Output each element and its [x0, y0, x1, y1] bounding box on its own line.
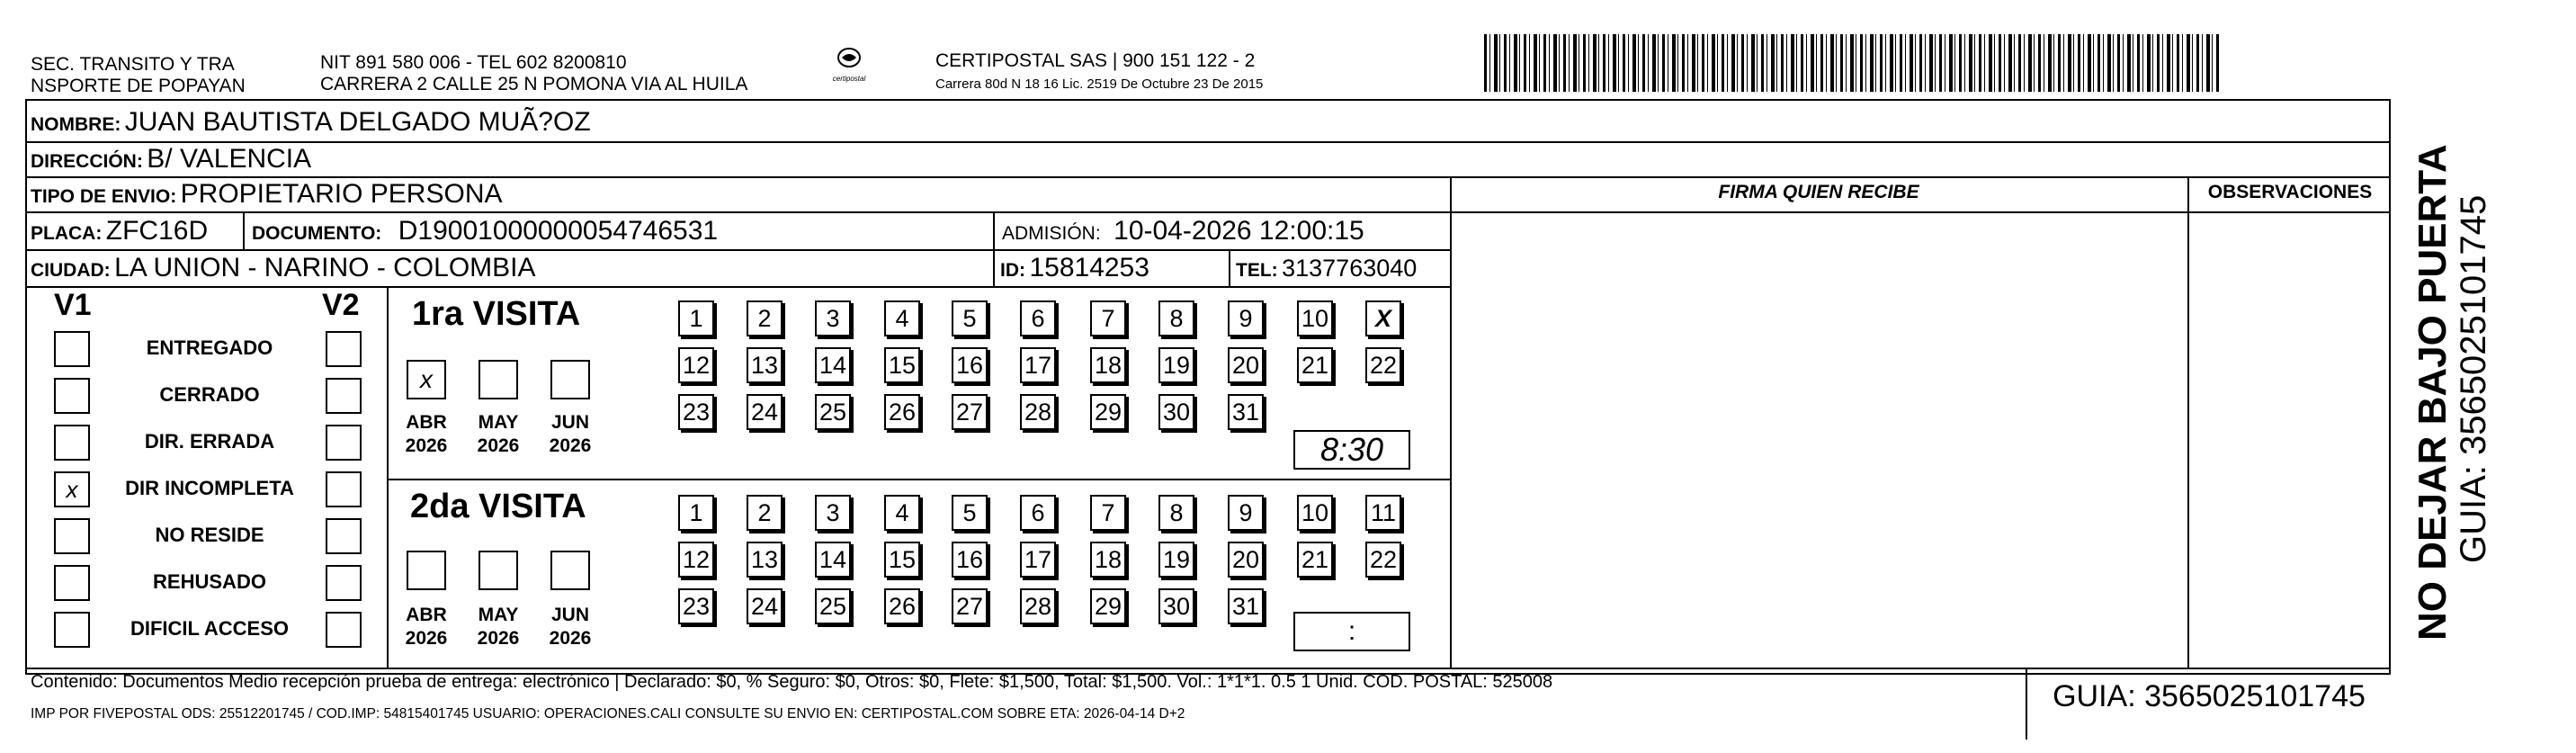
visit1-day-box[interactable]: 16	[952, 347, 988, 383]
documento-label: DOCUMENTO:	[252, 223, 382, 244]
visit1-day-box[interactable]: X	[1365, 300, 1401, 336]
status-option-label: DIR INCOMPLETA	[125, 477, 294, 499]
sender-org-line2: NSPORTE DE POPAYAN	[31, 76, 246, 96]
visit1-day-box[interactable]: 26	[884, 394, 920, 430]
visit2-year-label: 2026	[405, 628, 448, 649]
tipo-envio-row	[31, 179, 503, 214]
v2-checkbox[interactable]	[326, 612, 362, 648]
visit2-day-box[interactable]: 17	[1020, 542, 1056, 578]
visit2-day-box[interactable]: 2	[747, 495, 783, 531]
visit1-day-box[interactable]: 17	[1020, 347, 1056, 383]
visit1-month-box[interactable]	[479, 360, 518, 399]
tel-label: TEL:	[1236, 260, 1278, 281]
visit1-day-box[interactable]: 27	[952, 394, 988, 430]
barcode	[1484, 34, 2222, 92]
v2-checkbox[interactable]	[326, 378, 362, 414]
visit2-day-box[interactable]: 28	[1020, 588, 1056, 624]
visit1-month-label: MAY	[478, 412, 519, 433]
visit1-year-label: 2026	[405, 435, 448, 456]
visit1-day-box[interactable]: 20	[1228, 347, 1264, 383]
v2-checkbox[interactable]	[326, 331, 362, 367]
visit2-day-box[interactable]: 18	[1090, 542, 1126, 578]
visit1-day-box[interactable]: 3	[815, 300, 851, 336]
v2-checkbox[interactable]	[326, 425, 362, 461]
direccion-label: DIRECCIÓN:	[31, 151, 143, 172]
id-label: ID:	[1000, 260, 1025, 281]
carrier-info	[935, 50, 1263, 94]
visit2-month-box[interactable]	[407, 551, 446, 590]
sender-org-line1: SEC. TRANSITO Y TRA	[31, 54, 235, 75]
v1-checkbox[interactable]	[54, 378, 90, 414]
visit2-day-box[interactable]: 19	[1158, 542, 1194, 578]
firma-header: FIRMA QUIEN RECIBE	[1718, 182, 1919, 202]
tipo-envio-label: TIPO DE ENVIO:	[31, 186, 177, 207]
placa-label: PLACA:	[31, 223, 103, 244]
visit2-day-box[interactable]: 16	[952, 542, 988, 578]
visit2-month-label: JUN	[550, 605, 589, 625]
sender-org	[31, 54, 246, 97]
sender-contact	[320, 52, 747, 95]
status-option-label: CERRADO	[159, 383, 260, 406]
visit2-day-box[interactable]: 3	[815, 495, 851, 531]
v1-checkbox[interactable]	[54, 518, 90, 554]
v1-checkbox[interactable]: x	[54, 471, 90, 507]
side-guia: GUIA: 3565025101745	[2454, 194, 2493, 563]
visit1-day-box[interactable]: 25	[815, 394, 851, 430]
visit1-day-box[interactable]: 30	[1158, 394, 1194, 430]
observaciones-header: OBSERVACIONES	[2207, 182, 2373, 202]
nombre-value: JUAN BAUTISTA DELGADO MUÃ?OZ	[124, 107, 591, 137]
status-option-label: REHUSADO	[153, 570, 266, 593]
status-option-label: DIR. ERRADA	[144, 430, 275, 453]
visit2-day-box[interactable]: 13	[747, 542, 783, 578]
visit1-month-label: ABR	[406, 412, 447, 433]
visit1-day-box[interactable]: 14	[815, 347, 851, 383]
visit1-day-box[interactable]: 18	[1090, 347, 1126, 383]
visit1-day-box[interactable]: 2	[747, 300, 783, 336]
visit1-year-label: 2026	[477, 435, 520, 456]
v1-header: V1	[54, 288, 92, 322]
visit1-day-box[interactable]: 22	[1365, 347, 1401, 383]
visit2-year-label: 2026	[477, 628, 520, 649]
id-value: 15814253	[1029, 253, 1149, 282]
visit2-time-field[interactable]: :	[1293, 612, 1410, 651]
tel-field	[1236, 253, 1417, 288]
visit2-month-box[interactable]	[479, 551, 518, 590]
footer-guia: GUIA: 3565025101745	[2053, 679, 2366, 713]
visit1-day-box[interactable]: 7	[1090, 300, 1126, 336]
tipo-envio-value: PROPIETARIO PERSONA	[180, 179, 503, 209]
visit2-day-box[interactable]: 1	[678, 495, 714, 531]
id-field	[1000, 253, 1149, 288]
signature-area[interactable]	[1452, 213, 2187, 668]
documento-value: D19001000000054746531	[398, 216, 719, 246]
visit1-month-label: JUN	[550, 412, 589, 433]
visit2-day-box[interactable]: 14	[815, 542, 851, 578]
visit2-day-box[interactable]: 6	[1020, 495, 1056, 531]
v1-checkbox[interactable]	[54, 331, 90, 367]
nombre-row	[31, 107, 591, 142]
visit1-day-box[interactable]: 29	[1090, 394, 1126, 430]
v1-checkbox[interactable]	[54, 612, 90, 648]
ciudad-label: CIUDAD:	[31, 260, 111, 281]
footer-imp: IMP POR FIVEPOSTAL ODS: 25512201745 / COD.IMP: 54815401745 USUARIO: OPERACIONES.CALI CONSULTE SU ENVIO EN: CERTIPOSTAL.COM SOBRE ETA: 2026-04-14 D+2	[31, 706, 1185, 722]
visit1-day-box[interactable]: 31	[1228, 394, 1264, 430]
visit1-day-box[interactable]: 23	[678, 394, 714, 430]
documento-field	[252, 216, 718, 251]
visit2-day-box[interactable]: 27	[952, 588, 988, 624]
visit1-day-box[interactable]: 24	[747, 394, 783, 430]
visit2-day-box[interactable]: 25	[815, 588, 851, 624]
visit2-day-box[interactable]: 7	[1090, 495, 1126, 531]
ciudad-value: LA UNION - NARINO - COLOMBIA	[114, 253, 536, 282]
visit2-day-box[interactable]: 8	[1158, 495, 1194, 531]
tel-value: 3137763040	[1282, 255, 1418, 282]
visit2-day-box[interactable]: 24	[747, 588, 783, 624]
address-line: CARRERA 2 CALLE 25 N POMONA VIA AL HUILA	[320, 74, 748, 94]
visit2-month-box[interactable]	[550, 551, 590, 590]
visit2-year-label: 2026	[549, 628, 592, 649]
svg-text:certipostal: certipostal	[832, 75, 866, 83]
visit2-month-label: ABR	[406, 605, 447, 625]
v2-header: V2	[322, 288, 360, 322]
v2-checkbox[interactable]	[326, 471, 362, 507]
visit1-day-box[interactable]: 4	[884, 300, 920, 336]
visit2-day-box[interactable]: 26	[884, 588, 920, 624]
visit1-day-box[interactable]: 21	[1297, 347, 1333, 383]
visit1-day-box[interactable]: 1	[678, 300, 714, 336]
visit1-day-box[interactable]: 12	[678, 347, 714, 383]
visit1-month-box[interactable]	[550, 360, 590, 399]
carrier-name: CERTIPOSTAL SAS | 900 151 122 - 2	[935, 50, 1256, 71]
visit1-title: 1ra VISITA	[412, 295, 581, 333]
certipostal-logo	[822, 41, 876, 95]
ciudad-field	[31, 253, 536, 288]
nit-line: NIT 891 580 006 - TEL 602 8200810	[320, 52, 627, 73]
admision-value: 10-04-2026 12:00:15	[1114, 216, 1364, 246]
visit1-day-box[interactable]: 8	[1158, 300, 1194, 336]
direccion-value: B/ VALENCIA	[147, 144, 312, 174]
no-dejar-bajo-puerta: NO DEJAR BAJO PUERTA	[2411, 144, 2455, 641]
status-option-label: NO RESIDE	[155, 524, 264, 546]
visit1-day-box[interactable]: 10	[1297, 300, 1333, 336]
placa-value: ZFC16D	[105, 216, 209, 246]
visit1-year-label: 2026	[549, 435, 592, 456]
visit1-day-box[interactable]: 15	[884, 347, 920, 383]
visit2-day-box[interactable]: 30	[1158, 588, 1194, 624]
v1-checkbox[interactable]	[54, 565, 90, 601]
placa-field	[31, 216, 208, 251]
admision-field	[1002, 216, 1364, 251]
visit1-day-box[interactable]: 9	[1228, 300, 1264, 336]
visit2-day-box[interactable]: 20	[1228, 542, 1264, 578]
visit2-title: 2da VISITA	[410, 488, 586, 525]
visit2-day-box[interactable]: 21	[1297, 542, 1333, 578]
visit1-day-box[interactable]: 28	[1020, 394, 1056, 430]
visit1-day-box[interactable]: 19	[1158, 347, 1194, 383]
visit2-month-label: MAY	[478, 605, 519, 625]
v2-checkbox[interactable]	[326, 518, 362, 554]
visit1-time-field[interactable]: 8:30	[1293, 430, 1410, 470]
visit2-day-box[interactable]: 5	[952, 495, 988, 531]
visit2-day-box[interactable]: 23	[678, 588, 714, 624]
visit2-day-box[interactable]: 9	[1228, 495, 1264, 531]
visit2-day-box[interactable]: 4	[884, 495, 920, 531]
carrier-license: Carrera 80d N 18 16 Lic. 2519 De Octubre 23 De 2015	[935, 76, 1264, 92]
status-option-label: ENTREGADO	[146, 336, 273, 359]
visit1-day-box[interactable]: 13	[747, 347, 783, 383]
visit2-day-box[interactable]: 29	[1090, 588, 1126, 624]
visit2-day-box[interactable]: 10	[1297, 495, 1333, 531]
visit2-day-box[interactable]: 15	[884, 542, 920, 578]
visit2-day-box[interactable]: 31	[1228, 588, 1264, 624]
visit1-day-box[interactable]: 6	[1020, 300, 1056, 336]
visit2-day-box[interactable]: 11	[1365, 495, 1401, 531]
v1-checkbox[interactable]	[54, 425, 90, 461]
admision-label: ADMISIÓN:	[1002, 223, 1101, 244]
visit1-day-box[interactable]: 5	[952, 300, 988, 336]
v2-checkbox[interactable]	[326, 565, 362, 601]
footer-contenido: Contenido: Documentos Medio recepción prueba de entrega: electrónico | Declarado: $0, % Seguro: $0, Otros: $0, Flete: $1,500, Total: $1,500. Vol.: 1*1*1. 0.5 1 Unid. COD. POSTAL: 525008	[31, 672, 1553, 692]
nombre-label: NOMBRE:	[31, 114, 121, 135]
visit2-day-box[interactable]: 22	[1365, 542, 1401, 578]
observations-area[interactable]	[2189, 213, 2391, 668]
status-option-label: DIFICIL ACCESO	[130, 617, 289, 640]
direccion-row	[31, 144, 311, 179]
visit1-month-box[interactable]: x	[407, 360, 446, 399]
visit2-day-box[interactable]: 12	[678, 542, 714, 578]
